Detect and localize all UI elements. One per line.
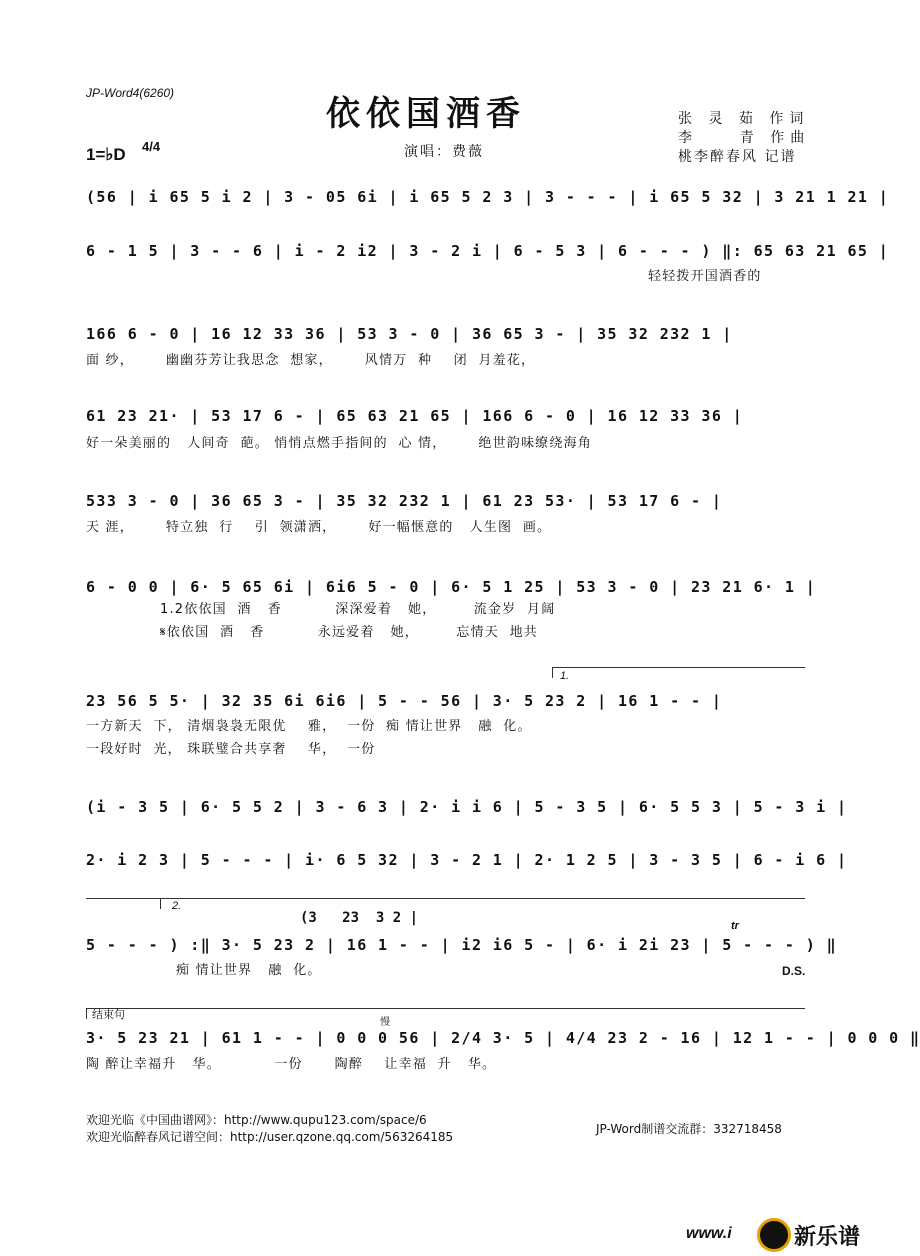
- tempo-slow: 慢: [380, 1017, 390, 1028]
- interlude-above: (3 23 3 2 |: [300, 910, 419, 926]
- lyric-line-10: 陶 醉让幸福升 华。 一份 陶醉 让幸福 升 华。: [86, 1057, 497, 1072]
- composer-credit: 李 青 作曲: [678, 130, 811, 146]
- trill-mark: tr: [731, 920, 739, 932]
- key-signature: 1=♭D: [86, 145, 126, 164]
- ending-label: 结束句: [92, 1008, 125, 1021]
- staff-line-11: 3· 5 23 21 | 61 1 - - | 0 0 0 56 | 2/4 3· 5 | 4/4 23 2 - 16 | 12 1 - - | 0 0 0 ‖: [86, 1029, 920, 1047]
- staff-line-7: 23 56 5 5· | 32 35 6i 6i6 | 5 - - 56 | 3· 5 23 2 | 16 1 - - |: [86, 692, 723, 710]
- site-logo: 新乐谱: [794, 1225, 861, 1250]
- lyric-line-6: 𝄋依依国 酒 香 永远爱着 她， 忘情天 地共: [160, 625, 538, 640]
- source-label: JP-Word4(6260): [86, 86, 175, 100]
- lyricist-credit: 张 灵 茹 作词: [678, 111, 810, 127]
- song-title: 依依国酒香: [326, 94, 526, 134]
- staff-line-5: 533 3 - 0 | 36 65 3 - | 35 32 232 1 | 61 23 53· | 53 17 6 - |: [86, 492, 723, 510]
- ds-mark: D.S.: [782, 964, 806, 978]
- lyric-line-7: 一方新天 下， 清烟袅袅无限优 雅， 一份 痴 情让世界 融 化。: [86, 719, 532, 734]
- ending-bracket: [86, 1008, 805, 1019]
- lyric-line-4: 天 涯， 特立独 行 引 领潇洒， 好一幅惬意的 人生图 画。: [86, 520, 552, 535]
- volta-bracket-2: [160, 898, 805, 909]
- lyric-line-3: 好一朵美丽的 人间奇 葩。 悄悄点燃手指间的 心 情， 绝世韵味缭绕海角: [86, 436, 592, 451]
- staff-line-10: 5 - - - ) :‖ 3· 5 23 2 | 16 1 - - | i2 i6 5 - | 6· i 2i 23 | 5 - - - ) ‖: [86, 936, 838, 954]
- volta-number-1: 1.: [560, 670, 570, 682]
- staff-line-8: (i - 3 5 | 6· 5 5 2 | 3 - 6 3 | 2· i i 6 | 5 - 3 5 | 6· 5 5 3 | 5 - 3 i |: [86, 798, 848, 816]
- staff-line-1: (56 | i 65 5 i 2 | 3 - 05 6i | i 65 5 2 3 | 3 - - - | i 65 5 32 | 3 21 1 21 |: [86, 188, 890, 206]
- time-signature: 4/4: [142, 139, 161, 154]
- footer-link-1: 欢迎光临《中国曲谱网》：http://www.qupu123.com/space/6: [86, 1113, 427, 1127]
- site-url: www.i: [686, 1225, 732, 1242]
- footer-group: JP-Word制谱交流群：332718458: [596, 1122, 782, 1136]
- staff-line-3: 166 6 - 0 | 16 12 33 36 | 53 3 - 0 | 36 65 3 - | 35 32 232 1 |: [86, 325, 733, 343]
- staff-line-9: 2· i 2 3 | 5 - - - | i· 6 5 32 | 3 - 2 1 | 2· 1 2 5 | 3 - 3 5 | 6 - i 6 |: [86, 851, 848, 869]
- lyric-line-9: 痴 情让世界 融 化。: [176, 963, 322, 978]
- transcriber-credit: 桃李醉春风 记谱: [678, 149, 797, 165]
- staff-line-6: 6 - 0 0 | 6· 5 65 6i | 6i6 5 - 0 | 6· 5 1 25 | 53 3 - 0 | 23 21 6· 1 |: [86, 578, 817, 596]
- staff-line-2: 6 - 1 5 | 3 - - 6 | i - 2 i2 | 3 - 2 i | 6 - 5 3 | 6 - - - ) ‖: 65 63 21 65 |: [86, 242, 890, 260]
- volta-number-2: 2.: [172, 900, 182, 912]
- lyric-line-5: 1.2依依国 酒 香 深深爱着 她， 流金岁 月阔: [160, 602, 556, 617]
- volta-bracket-1: [552, 667, 805, 678]
- footer-link-2: 欢迎光临醉春风记谱空间：http://user.qzone.qq.com/563264185: [86, 1130, 454, 1144]
- lyric-line-1: 轻轻拨开国酒香的: [648, 269, 762, 284]
- lyric-line-8: 一段好时 光， 珠联璧合共享奢 华， 一份: [86, 742, 376, 757]
- singer: 演唱：费薇: [404, 144, 484, 160]
- staff-line-4: 61 23 21· | 53 17 6 - | 65 63 21 65 | 166 6 - 0 | 16 12 33 36 |: [86, 407, 744, 425]
- record-icon: [757, 1218, 791, 1252]
- lyric-line-2: 面 纱， 幽幽芬芳让我思念 想家， 风情万 种 闭 月羞花，: [86, 353, 536, 368]
